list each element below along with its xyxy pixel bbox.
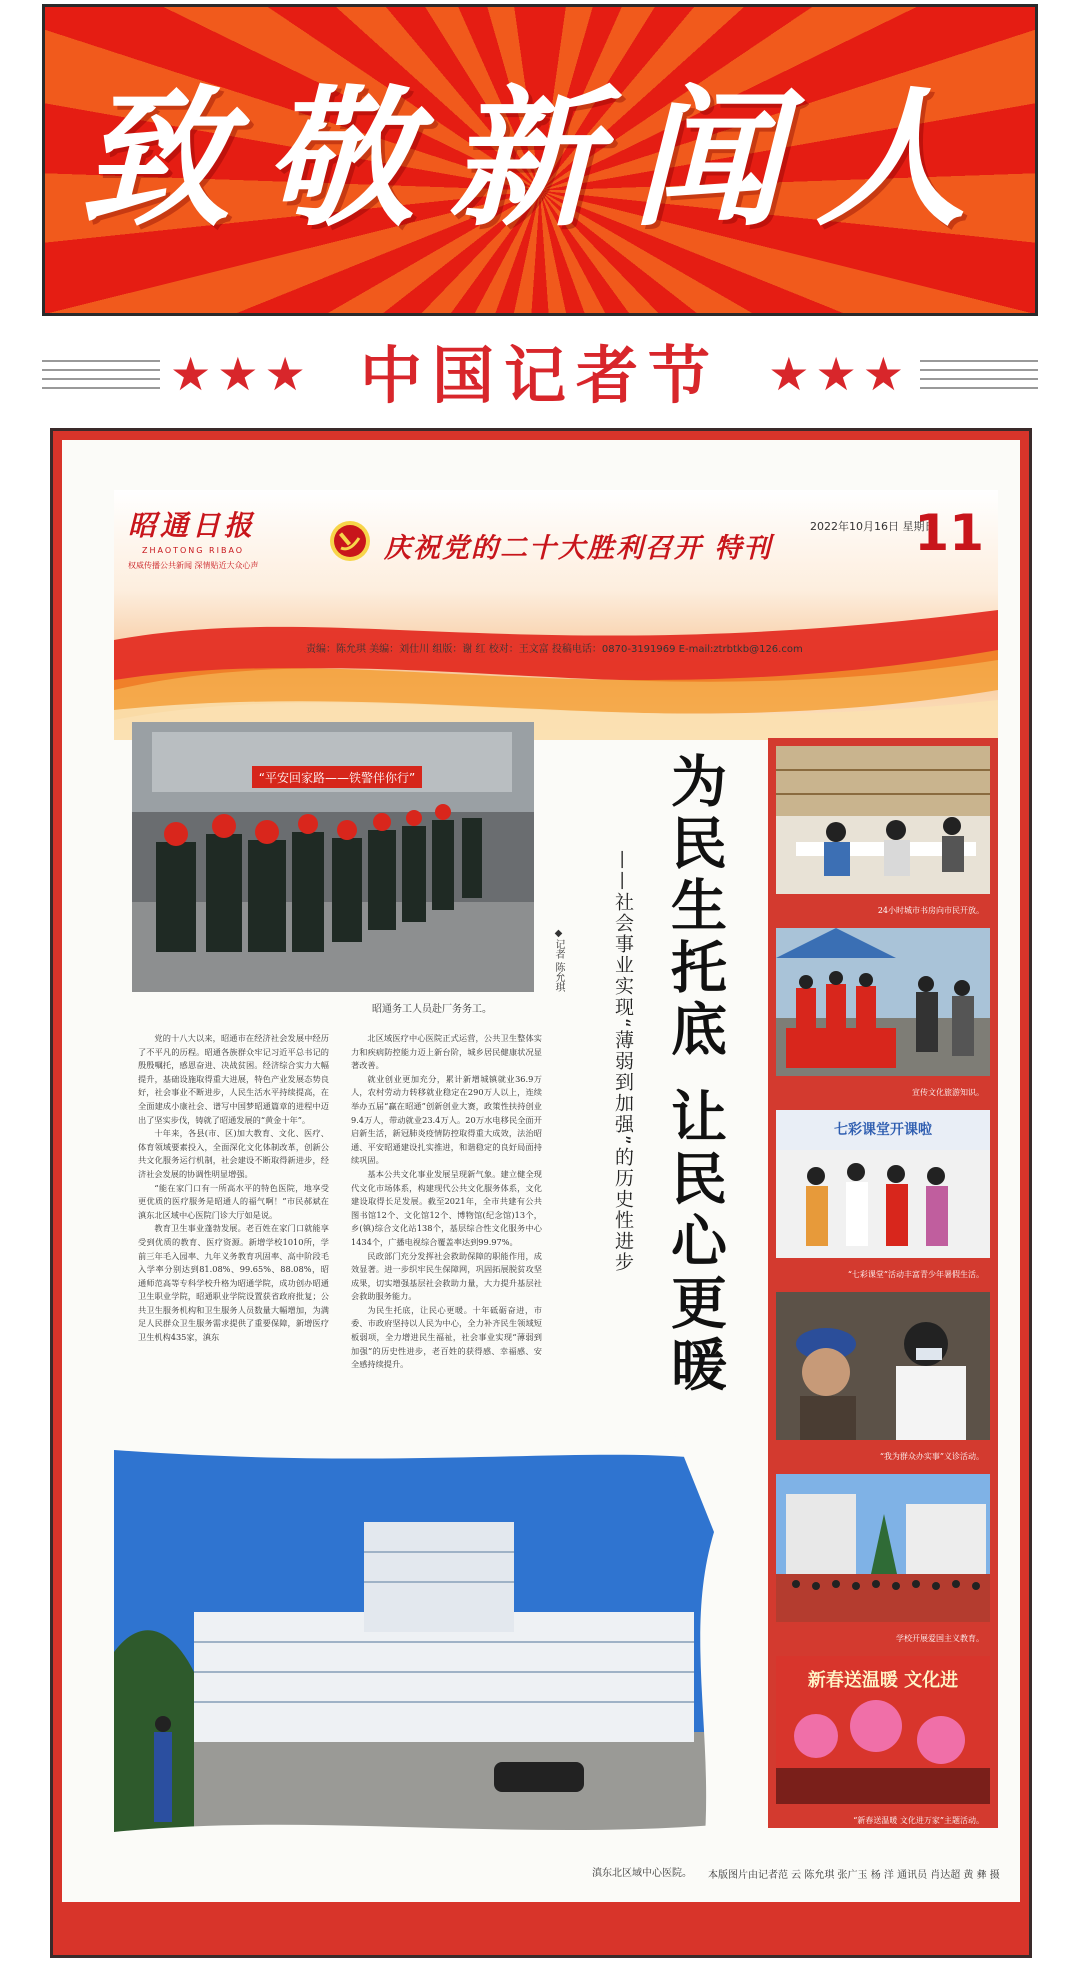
masthead: [114, 490, 998, 740]
banner-title: 致敬新闻人: [79, 71, 1000, 247]
paragraph: “能在家门口有一所高水平的特色医院，地享受更优质的医疗服务是昭通人的福气啊！”市民郝斌在滇东北区域中心医院门诊大厅如是说。: [138, 1182, 329, 1220]
special-edition-title: 庆祝党的二十大胜利召开 特刊: [384, 533, 773, 564]
newspaper-page: [62, 440, 1020, 1902]
masthead-swoosh: [114, 600, 998, 740]
photo-caption: 宣传文化旅游知识。: [912, 1088, 984, 1097]
stars-left-icon: ★★★: [170, 347, 312, 401]
festival-title: 中国记者节: [359, 339, 720, 412]
decorative-lines-right: [920, 360, 1038, 390]
culture-promotion-photo: [776, 928, 990, 1076]
photo-caption: 24小时城市书房向市民开放。: [877, 906, 984, 915]
summer-class-photo: [776, 1110, 990, 1258]
stars-right-icon: ★★★: [768, 347, 910, 401]
photo-caption: 学校开展爱国主义教育。: [896, 1634, 984, 1643]
photo-caption: “新春送温暖 文化进万家”主题活动。: [853, 1816, 984, 1825]
free-clinic-photo: [776, 1292, 990, 1440]
train-station-photo: [132, 722, 534, 992]
summer-class-sign: 七彩课堂开课啦: [834, 1122, 932, 1138]
banner: [42, 4, 1038, 316]
photo-item: [776, 746, 990, 924]
paragraph: 十年来，各县(市、区)加大教育、文化、医疗、体育领域要素投入，全面深化文化体制改革，创新公共文化服务运行机制，社会建设不断取得新进步，经济社会发展的协调性明显增强。: [138, 1128, 329, 1179]
paragraph: 党的十八大以来，昭通市在经济社会发展中经历了不平凡的历程。昭通各族群众牢记习近平总书记的殷殷嘱托，感恩奋进、决战贫困。经济综合实力大幅提升，基础设施取得重大进展，特色产业发展态势良好，社会事业不断进步，人民生活水平持续提高，在全面建成小康社会、谱写中国梦昭通篇章的进程中迈出了坚实步伐，铸就了昭通发展的“黄金十年”。: [138, 1033, 329, 1125]
festival-row: [42, 330, 1038, 420]
paragraph: 民政部门充分发挥社会救助保障的职能作用，成效显著。进一步织牢民生保障网，巩固拓展脱贫攻坚成果，切实增强基层社会救助力量，大力提升基层社会救助服务能力。: [351, 1250, 542, 1302]
paragraph: 就业创业更加充分，累计新增城镇就业36.9万人，农村劳动力转移就业稳定在290万人以上，连续举办五届“赢在昭通”创新创业大赛，政策性扶持创业9.4万人，带动就业23.4万人。20万水电移民全面开启新生活，新冠肺炎疫情防控取得重大成效，法治昭通、平安昭通建设扎实推进，和谐稳定的良好局面持续巩固。: [351, 1073, 542, 1166]
photo-caption: “七彩课堂”活动丰富青少年暑假生活。: [847, 1270, 984, 1279]
newspaper-logo: 昭通日报: [128, 509, 257, 542]
station-banner-text: “平安回家路——铁警伴你行”: [258, 771, 416, 785]
hospital-illustration: [114, 1432, 728, 1850]
train-station-illustration: [132, 722, 534, 992]
newspaper-logo-en: ZHAOTONG RIBAO: [142, 546, 245, 555]
photo2-caption: 滇东北区域中心医院。: [592, 1868, 692, 1879]
editorial-credits: 责编：陈允琪 美编：刘仕川 组版：谢 红 校对：王文富 投稿电话：0870-3191969 E-mail:ztrbtkb@126.com: [306, 644, 803, 655]
photo-credit: 本版图片由记者范 云 陈允琪 张广玉 杨 洋 通讯员 肖达超 黄 彝 摄: [708, 1870, 1000, 1881]
photo-item: [776, 1474, 990, 1652]
paragraph: 北区域医疗中心医院正式运营，公共卫生整体实力和疾病防控能力迈上新台阶，城乡居民健康状况显著改善。: [351, 1033, 542, 1071]
photo-item: [776, 1110, 990, 1288]
photo-item: [776, 1656, 990, 1834]
author-byline: ◆记者 陈允琪: [553, 928, 564, 993]
newspaper-slogan: 权威传播公共新闻 深情贴近大众心声: [128, 561, 259, 570]
issue-date: 2022年10月16日 星期日: [810, 520, 936, 533]
photo1-caption: 昭通务工人员赴厂务务工。: [372, 1004, 492, 1015]
spring-festival-sign: 新春送温暖 文化进: [807, 1670, 959, 1691]
hospital-photo: [114, 1432, 728, 1850]
photo-item: [776, 928, 990, 1106]
photo-caption: “我为群众办实事”义诊活动。: [879, 1452, 984, 1461]
article-column-1: [138, 1032, 329, 1362]
subheadline: ——社会事业实现“薄弱到加强”的历史性进步: [612, 850, 634, 1273]
paragraph: 教育卫生事业蓬勃发展。老百姓在家门口就能享受到优质的教育、医疗资源。新增学校1010所，学前三年毛入园率、九年义务教育巩固率、高中阶段毛入学率分别达到81.08%、99.65%、88.08%，昭通师范高等专科学校升格为昭通学院，成功创办昭通卫生职业学院，昭通职业学院设置获省政府批复；公共卫生服务机构和卫生服务人员数量大幅增加，为满足人民群众卫生服务需求提供了重要保障，新增医疗卫生机构435家，滇东: [138, 1223, 329, 1343]
reading-room-photo: [776, 746, 990, 894]
paragraph: 基本公共文化事业发展呈现新气象。建立健全现代文化市场体系，构建现代公共文化服务体系，文化建设取得长足发展。截至2021年，全市共建有公共图书馆12个、文化馆12个、博物馆(纪念馆)13个，乡(镇)综合文化站138个，基层综合性文化服务中心1434个，广播电视综合覆盖率达到99.97%。: [351, 1168, 542, 1247]
article-body: [138, 1032, 542, 1370]
photo-column: [768, 738, 998, 1828]
school-education-photo: [776, 1474, 990, 1622]
article-column-2: [351, 1032, 542, 1370]
paragraph: 为民生托底，让民心更暖。十年砥砺奋进，市委、市政府坚持以人民为中心，全力补齐民生领域短板弱项，全力增进民生福祉，社会事业实现“薄弱到加强”的历史性进步，老百姓的获得感、幸福感、安全感持续提升。: [351, 1304, 542, 1370]
page-number: 11: [914, 504, 984, 562]
party-emblem-icon: [329, 520, 371, 562]
photo-item: [776, 1292, 990, 1470]
spring-festival-event-photo: [776, 1656, 990, 1804]
headline: 为民生托底 让民心更暖: [662, 752, 727, 1398]
